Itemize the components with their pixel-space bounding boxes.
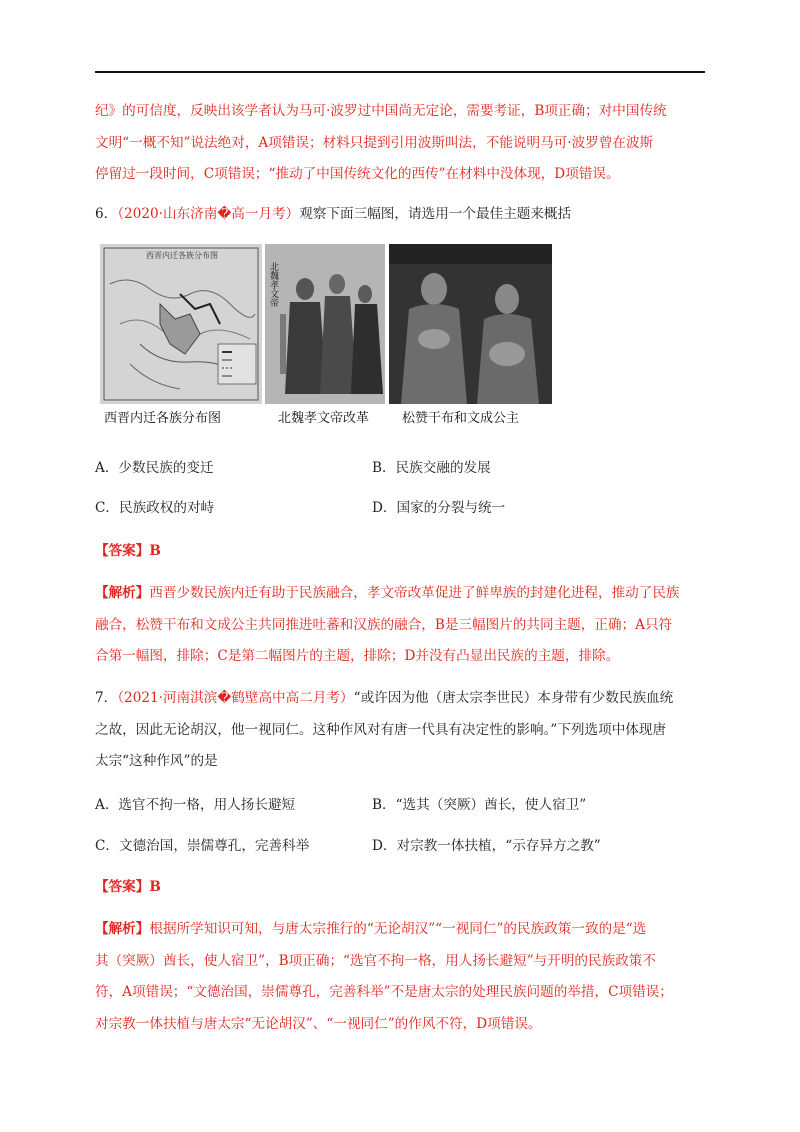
image-caption: 西晋内迁各族分布图 [104,411,222,426]
question-7-analysis [95,914,707,1040]
text-line: 西晋少数民族内迁有助于民族融合，孝文帝改革促进了鲜卑族的封建化进程，推动了民族 [149,585,680,601]
option-c[interactable]: C．民族政权的对峙 [95,500,215,516]
analysis-label: 【解析】 [95,921,150,937]
header-rule [95,71,705,73]
statues-photo-image [389,244,552,404]
image-caption: 北魏孝文帝改革 [278,411,370,426]
painting-inscription: 北魏孝文帝 [268,262,278,307]
text-line: 根据所学知识可知，与唐太宗推行的“无论胡汉”“一视同仁”的民族政策一致的是“选 [149,921,647,937]
emperor-painting-image [265,244,385,404]
text-line: 纪》的可信度，反映出该学者认为马可·波罗过中国尚无定论，需要考证，B项正确；对中国传统 [95,103,667,119]
map-image [100,244,262,404]
option-d[interactable]: D．国家的分裂与统一 [372,500,506,516]
option-b[interactable]: B．民族交融的发展 [372,460,491,476]
question-stem: “或许因为他（唐太宗李世民）本身带有少数民族血统 [353,690,674,706]
question-number: 7． [95,690,118,706]
question-number: 6． [95,206,118,222]
text-line: 停留过一段时间，C项错误；“推动了中国传统文化的西传”在材料中没体现，D项错误。 [95,166,620,182]
question-6-figures [100,244,552,429]
image-caption: 松赞干布和文成公主 [402,411,520,426]
text-line: 融合，松赞干布和文成公主共同推进吐蕃和汉族的融合，B是三幅图片的共同主题，正确；A只符 [95,616,673,633]
question-source: （2020·山东济南�高一月考） [117,206,300,222]
option-b[interactable]: B．“选其（突厥）酋长，使人宿卫” [372,797,587,813]
answer-label: 【答案】B [95,879,161,895]
question-6-analysis [95,578,707,673]
map-title: 西晋内迁各族分布图 [146,251,218,260]
option-c[interactable]: C．文德治国，崇儒尊孔，完善科举 [95,838,310,854]
question-6-stem [95,199,707,231]
question-source: （2021·河南淇滨�鹤壁高中高二月考） [117,690,354,706]
text-line: 太宗“这种作风”的是 [95,753,218,769]
text-line: 之故，因此无论胡汉，他一视同仁。这种作风对有唐一代具有决定性的影响。”下列选项中体现唐 [95,721,667,738]
option-a[interactable]: A．选官不拘一格，用人扬长避短 [95,797,296,813]
text-line: 符，A项错误；“文德治国，崇儒尊孔，完善科举”不是唐太宗的处理民族问题的举措，C项错误； [95,984,673,1000]
previous-analysis-continuation [95,96,707,191]
analysis-label: 【解析】 [95,585,150,601]
question-7-stem [95,683,707,778]
text-line: 对宗教一体扶植与唐太宗“无论胡汉”、“一视同仁”的作风不符，D项错误。 [95,1015,542,1032]
text-line: 合第一幅图，排除；C是第二幅图片的主题，排除；D并没有凸显出民族的主题，排除。 [95,648,620,664]
option-a[interactable]: A．少数民族的变迁 [95,460,214,476]
answer-label: 【答案】B [95,543,161,559]
option-d[interactable]: D．对宗教一体扶植，“示存异方之教” [372,838,601,854]
question-stem: 观察下面三幅图，请选用一个最佳主题来概括 [299,206,572,222]
text-line: 文明“一概不知”说法绝对，A项错误；材料只提到引用波斯叫法，不能说明马可·波罗曾在波斯 [95,134,654,151]
text-line: 其（突厥）酋长，使人宿卫”，B项正确；“选官不拘一格，用人扬长避短”与开明的民族政策不 [95,952,656,969]
